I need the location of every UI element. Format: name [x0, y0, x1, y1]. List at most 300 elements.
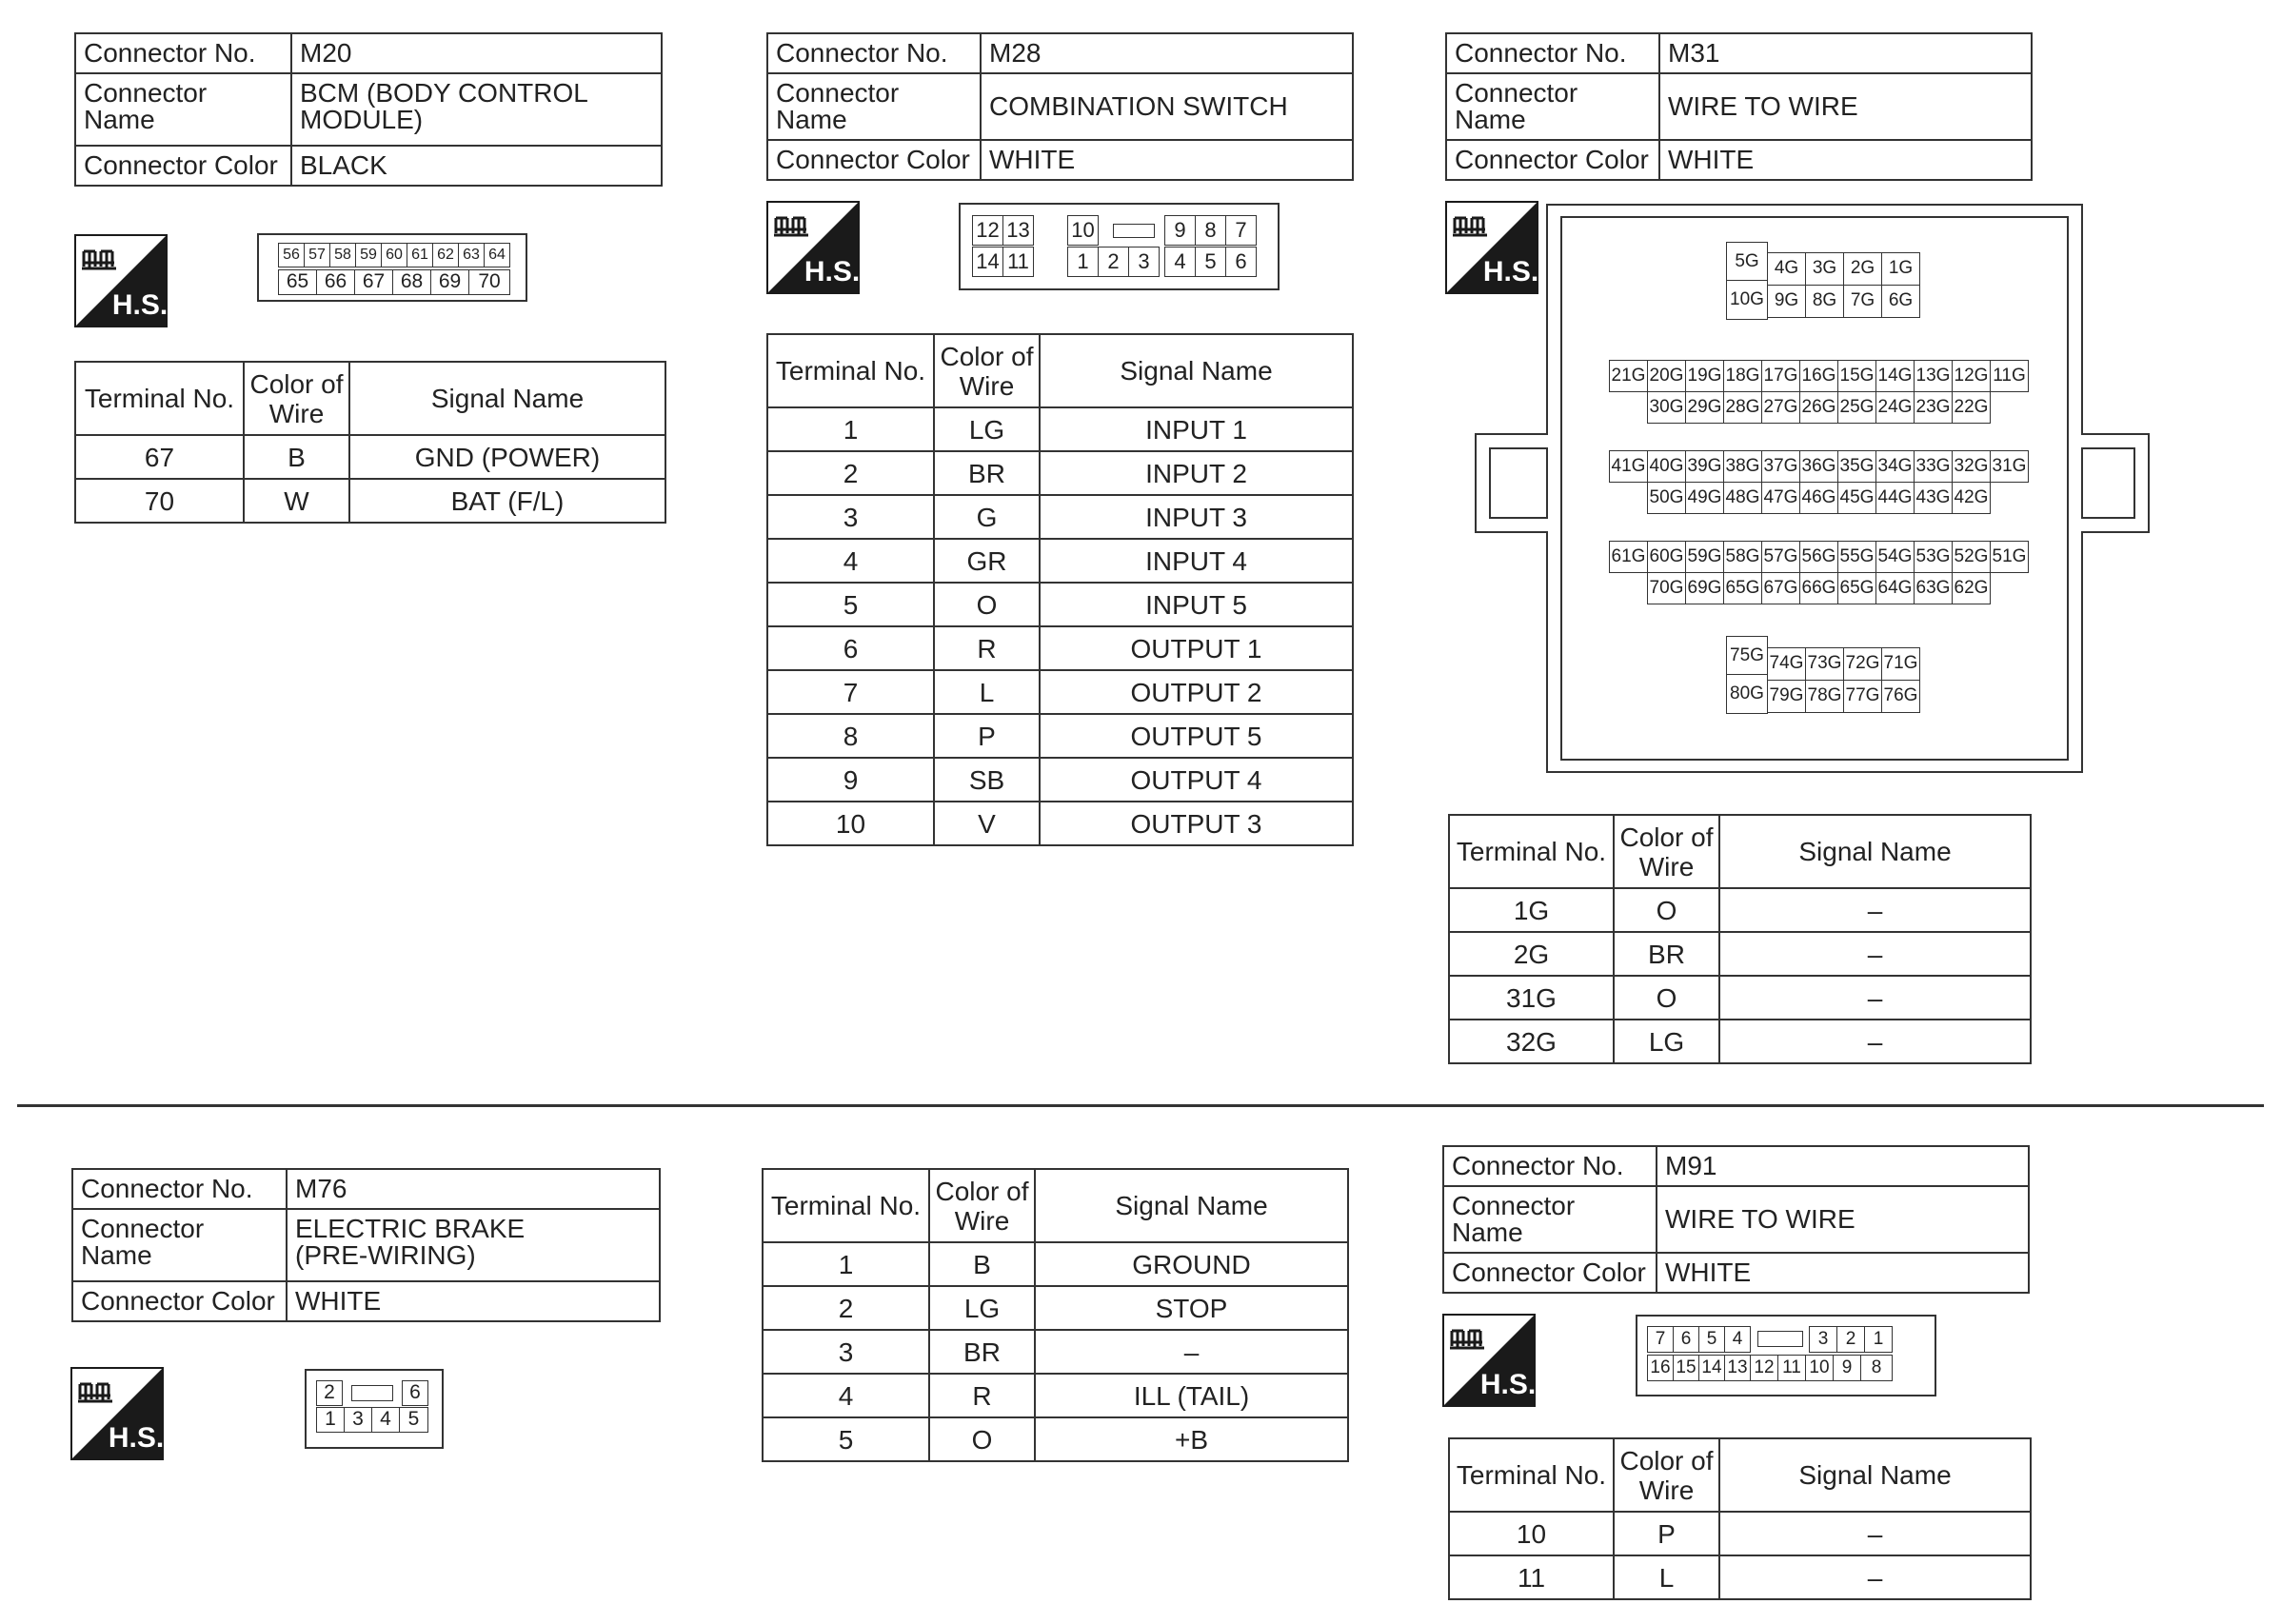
connector-color-row [767, 140, 1353, 180]
color-of-wire-header: Color of Wire [1614, 815, 1719, 888]
terminal-no: 2 [767, 451, 934, 495]
color-of-wire-header: Color of Wire [244, 362, 349, 435]
terminal-no: 32G [1449, 1020, 1614, 1063]
m31-pin: 50G [1647, 482, 1686, 514]
m31-pin: 25G [1837, 391, 1876, 424]
signal-name: BAT (F/L) [349, 479, 665, 523]
m20-pin: 70 [468, 269, 510, 295]
wire-color: L [1614, 1555, 1719, 1599]
m28-pin: 11 [1002, 247, 1034, 277]
terminal-no: 1 [767, 407, 934, 451]
m31-pin: 27G [1761, 391, 1800, 424]
wire-color: LG [934, 407, 1040, 451]
m91-pin: 11 [1777, 1355, 1806, 1381]
terminal-no: 7 [767, 670, 934, 714]
m28-pin: 3 [1128, 247, 1160, 277]
terminal-no: 6 [767, 626, 934, 670]
m76-harness-side-icon [70, 1367, 164, 1460]
wire-color: O [1614, 888, 1719, 932]
signal-name-header: Signal Name [349, 362, 665, 435]
hs-label: H.S. [1482, 256, 1538, 287]
connector-color-label: Connector Color [767, 140, 981, 180]
signal-name: INPUT 1 [1040, 407, 1353, 451]
m31-pin: 29G [1685, 391, 1724, 424]
signal-name: ILL (TAIL) [1035, 1374, 1348, 1417]
connector-name-row [1443, 1186, 2029, 1253]
m31-pin: 8G [1805, 285, 1844, 318]
m31-pin: 34G [1875, 450, 1915, 483]
m31-pin: 21G [1609, 360, 1648, 392]
signal-name: +B [1035, 1417, 1348, 1461]
signal-name: OUTPUT 4 [1040, 758, 1353, 802]
m31-pin: 77G [1843, 680, 1882, 713]
signal-name: OUTPUT 5 [1040, 714, 1353, 758]
m20-pin: 65 [278, 269, 317, 295]
terminal-no: 67 [75, 435, 244, 479]
terminal-no: 9 [767, 758, 934, 802]
m28-pin: 5 [1195, 247, 1226, 277]
m31-pin: 4G [1767, 252, 1806, 286]
wire-color: LG [1614, 1020, 1719, 1063]
m20-connector-info [74, 32, 663, 187]
wire-color: GR [934, 539, 1040, 583]
m20-pin: 61 [407, 243, 433, 267]
m31-pin: 35G [1837, 450, 1876, 483]
table-row [767, 583, 1353, 626]
m76-connector-color: WHITE [287, 1281, 660, 1321]
table-row [1449, 1555, 2031, 1599]
m28-pin: 9 [1164, 215, 1196, 246]
m28-pin: 10 [1067, 215, 1099, 246]
m91-connector-info [1442, 1145, 2030, 1294]
m31-pin: 42G [1952, 482, 1991, 514]
m31-pin: 70G [1647, 572, 1686, 604]
color-of-wire-header: Color of Wire [1614, 1438, 1719, 1512]
m28-pin: 14 [972, 247, 1003, 277]
m91-pin: 7 [1647, 1326, 1674, 1353]
m31-pin: 67G [1761, 572, 1800, 604]
m91-pin: 3 [1809, 1326, 1837, 1353]
m28-terminal-table [766, 333, 1354, 846]
signal-name: OUTPUT 3 [1040, 802, 1353, 845]
m31-pin: 12G [1952, 360, 1991, 392]
m31-pin: 22G [1952, 391, 1991, 424]
m31-pin: 54G [1875, 541, 1915, 573]
m91-pin: 6 [1673, 1326, 1699, 1353]
m28-pin: 1 [1067, 247, 1099, 277]
connector-no-row [1446, 33, 2032, 73]
m31-pin: 31G [1990, 450, 2029, 483]
m20-connector-face [257, 233, 527, 302]
hs-label: H.S. [111, 289, 168, 321]
m31-pin: 64G [1875, 572, 1915, 604]
m28-pin: 4 [1164, 247, 1196, 277]
table-row [1449, 1020, 2031, 1063]
m31-connector-color: WHITE [1659, 140, 2032, 180]
m31-pin: 65G [1723, 572, 1762, 604]
m91-connector-no: M91 [1657, 1146, 2029, 1186]
m31-pin: 58G [1723, 541, 1762, 573]
m31-pin: 57G [1761, 541, 1800, 573]
terminal-no: 5 [767, 583, 934, 626]
m28-harness-side-icon [766, 201, 860, 294]
m31-pin: 41G [1609, 450, 1648, 483]
color-of-wire-header: Color of Wire [929, 1169, 1035, 1242]
connector-name-label: Connector Name [1446, 73, 1659, 140]
signal-name: – [1719, 888, 2031, 932]
terminal-no-header: Terminal No. [763, 1169, 929, 1242]
m91-latch [1757, 1331, 1803, 1347]
table-row [763, 1286, 1348, 1330]
terminal-no: 4 [767, 539, 934, 583]
signal-name: STOP [1035, 1286, 1348, 1330]
m31-pin: 69G [1685, 572, 1724, 604]
terminal-header-row [1449, 1438, 2031, 1512]
m76-pin: 5 [399, 1407, 428, 1433]
connector-name-row [767, 73, 1353, 140]
wire-color: BR [1614, 932, 1719, 976]
connector-color-label: Connector Color [1446, 140, 1659, 180]
wire-color: V [934, 802, 1040, 845]
m31-pin: 44G [1875, 482, 1915, 514]
m31-pin: 28G [1723, 391, 1762, 424]
m31-pin: 51G [1990, 541, 2029, 573]
terminal-no-header: Terminal No. [1449, 1438, 1614, 1512]
wire-color: SB [934, 758, 1040, 802]
connector-color-label: Connector Color [72, 1281, 287, 1321]
m76-connector-face [305, 1369, 444, 1449]
table-row [767, 802, 1353, 845]
signal-name-header: Signal Name [1719, 1438, 2031, 1512]
signal-name: INPUT 5 [1040, 583, 1353, 626]
m31-pin: 62G [1952, 572, 1991, 604]
wire-color: BR [934, 451, 1040, 495]
m76-pin: 3 [344, 1407, 372, 1433]
connector-no-row [75, 33, 662, 73]
m91-pin: 2 [1836, 1326, 1865, 1353]
m91-pin: 9 [1833, 1355, 1861, 1381]
m31-pin: 26G [1799, 391, 1838, 424]
connector-no-row [1443, 1146, 2029, 1186]
m91-terminal-table [1448, 1437, 2032, 1600]
m31-pin: 16G [1799, 360, 1838, 392]
m20-pin: 63 [458, 243, 485, 267]
m31-pin: 75G [1726, 636, 1768, 676]
m31-pin: 1G [1881, 252, 1920, 286]
m20-pin: 60 [381, 243, 407, 267]
m91-connector-face [1636, 1315, 1936, 1396]
connector-color-label: Connector Color [1443, 1253, 1657, 1293]
m91-pin: 12 [1750, 1355, 1778, 1381]
m31-pin: 74G [1767, 647, 1806, 681]
signal-name: – [1719, 932, 2031, 976]
m31-pin: 23G [1914, 391, 1953, 424]
table-row [763, 1417, 1348, 1461]
m31-pin: 11G [1990, 360, 2029, 392]
m20-pin: 66 [316, 269, 355, 295]
m31-pin: 80G [1726, 674, 1768, 714]
m31-pin: 9G [1767, 285, 1806, 318]
connector-color-row [75, 146, 662, 186]
connector-name-label: Connector Name [1443, 1186, 1657, 1253]
m31-pin: 47G [1761, 482, 1800, 514]
signal-name: – [1719, 1512, 2031, 1555]
m91-pin: 1 [1864, 1326, 1893, 1353]
m91-pin: 10 [1805, 1355, 1834, 1381]
m31-pin: 48G [1723, 482, 1762, 514]
m20-pin: 58 [329, 243, 356, 267]
wire-color: L [934, 670, 1040, 714]
m31-pin: 39G [1685, 450, 1724, 483]
table-row [1449, 1512, 2031, 1555]
table-row [767, 407, 1353, 451]
signal-name: INPUT 2 [1040, 451, 1353, 495]
table-row [767, 626, 1353, 670]
table-row [763, 1330, 1348, 1374]
table-row [763, 1374, 1348, 1417]
m31-pin: 13G [1914, 360, 1953, 392]
m28-connector-no: M28 [981, 33, 1353, 73]
terminal-header-row [1449, 815, 2031, 888]
m31-pin: 18G [1723, 360, 1762, 392]
hs-label: H.S. [1479, 1369, 1536, 1400]
m31-pin: 14G [1875, 360, 1915, 392]
m76-connector-info [71, 1168, 661, 1322]
table-row [75, 435, 665, 479]
m31-pin: 59G [1685, 541, 1724, 573]
wire-color: P [1614, 1512, 1719, 1555]
terminal-no-header: Terminal No. [1449, 815, 1614, 888]
m31-pin: 17G [1761, 360, 1800, 392]
terminal-no-header: Terminal No. [767, 334, 934, 407]
m31-pin: 40G [1647, 450, 1686, 483]
signal-name: – [1719, 1555, 2031, 1599]
connector-name-label: Connector Name [72, 1209, 287, 1281]
connector-color-row [1443, 1253, 2029, 1293]
m31-pin: 6G [1881, 285, 1920, 318]
m20-pin: 67 [354, 269, 393, 295]
m31-pin: 52G [1952, 541, 1991, 573]
m20-pin: 57 [304, 243, 330, 267]
connector-no-row [767, 33, 1353, 73]
terminal-no: 1 [763, 1242, 929, 1286]
m91-pin: 5 [1698, 1326, 1725, 1353]
m91-pin: 14 [1698, 1355, 1725, 1381]
wire-color: R [934, 626, 1040, 670]
m31-pin: 79G [1767, 680, 1806, 713]
wire-color: R [929, 1374, 1035, 1417]
connector-no-label: Connector No. [72, 1169, 287, 1209]
m31-connector-name: WIRE TO WIRE [1659, 73, 2032, 140]
wire-color: O [934, 583, 1040, 626]
m76-connector-name: ELECTRIC BRAKE (PRE-WIRING) [287, 1209, 660, 1281]
wire-color: G [934, 495, 1040, 539]
m20-pin: 64 [484, 243, 510, 267]
table-row [1449, 932, 2031, 976]
table-row [1449, 888, 2031, 932]
m28-pin: 8 [1195, 215, 1226, 246]
m76-pin: 2 [316, 1380, 343, 1406]
wire-color: LG [929, 1286, 1035, 1330]
table-row [1449, 976, 2031, 1020]
wire-color: W [244, 479, 349, 523]
signal-name-header: Signal Name [1035, 1169, 1348, 1242]
m31-pin: 63G [1914, 572, 1953, 604]
connector-no-label: Connector No. [767, 33, 981, 73]
m31-terminal-table [1448, 814, 2032, 1064]
terminal-no: 8 [767, 714, 934, 758]
m31-pin: 37G [1761, 450, 1800, 483]
m28-latch [1113, 224, 1155, 238]
m76-pin: 6 [402, 1380, 428, 1406]
hs-label: H.S. [804, 256, 860, 287]
m31-pin: 15G [1837, 360, 1876, 392]
m76-terminal-table [762, 1168, 1349, 1462]
connector-name-row [75, 73, 662, 146]
m31-pin: 30G [1647, 391, 1686, 424]
signal-name: – [1719, 976, 2031, 1020]
m91-pin: 16 [1647, 1355, 1674, 1381]
connector-no-label: Connector No. [1443, 1146, 1657, 1186]
m20-pin: 62 [432, 243, 459, 267]
wire-color: O [929, 1417, 1035, 1461]
table-row [767, 714, 1353, 758]
m31-connector-face [1442, 204, 2150, 775]
m31-pin: 56G [1799, 541, 1838, 573]
m20-pin: 68 [392, 269, 431, 295]
wire-color: O [1614, 976, 1719, 1020]
m28-pin: 6 [1225, 247, 1257, 277]
connector-name-row [1446, 73, 2032, 140]
m91-pin: 8 [1860, 1355, 1893, 1381]
m91-pin: 4 [1724, 1326, 1751, 1353]
m31-pin: 32G [1952, 450, 1991, 483]
connector-no-label: Connector No. [75, 33, 291, 73]
m31-pin: 76G [1881, 680, 1920, 713]
connector-color-label: Connector Color [75, 146, 291, 186]
m28-connector-info [766, 32, 1354, 181]
terminal-header-row [767, 334, 1353, 407]
m31-pin: 3G [1805, 252, 1844, 286]
terminal-no-header: Terminal No. [75, 362, 244, 435]
table-row [767, 539, 1353, 583]
table-row [767, 495, 1353, 539]
m31-pin: 45G [1837, 482, 1876, 514]
hs-label: H.S. [108, 1422, 164, 1454]
m91-connector-color: WHITE [1657, 1253, 2029, 1293]
m31-pin: 65G [1837, 572, 1876, 604]
m31-pin: 46G [1799, 482, 1838, 514]
m31-pin: 66G [1799, 572, 1838, 604]
m31-pin: 72G [1843, 647, 1882, 681]
terminal-no: 2 [763, 1286, 929, 1330]
m20-connector-name: BCM (BODY CONTROL MODULE) [291, 73, 662, 146]
m31-pin: 7G [1843, 285, 1882, 318]
terminal-no: 10 [1449, 1512, 1614, 1555]
m31-pin: 73G [1805, 647, 1844, 681]
connector-color-row [1446, 140, 2032, 180]
table-row [767, 451, 1353, 495]
m31-pin: 38G [1723, 450, 1762, 483]
m91-harness-side-icon [1442, 1314, 1536, 1407]
signal-name: INPUT 4 [1040, 539, 1353, 583]
m76-pin: 1 [316, 1407, 345, 1433]
m20-connector-color: BLACK [291, 146, 662, 186]
signal-name: INPUT 3 [1040, 495, 1353, 539]
wire-color: B [929, 1242, 1035, 1286]
terminal-no: 1G [1449, 888, 1614, 932]
terminal-header-row [763, 1169, 1348, 1242]
connector-color-row [72, 1281, 660, 1321]
m31-pin: 19G [1685, 360, 1724, 392]
section-divider [17, 1104, 2264, 1107]
color-of-wire-header: Color of Wire [934, 334, 1040, 407]
m31-pin: 60G [1647, 541, 1686, 573]
terminal-no: 31G [1449, 976, 1614, 1020]
terminal-no: 5 [763, 1417, 929, 1461]
m76-pin: 4 [371, 1407, 400, 1433]
terminal-no: 3 [767, 495, 934, 539]
m31-pin: 53G [1914, 541, 1953, 573]
m31-connector-no: M31 [1659, 33, 2032, 73]
table-row [767, 758, 1353, 802]
wire-color: B [244, 435, 349, 479]
m31-pin: 20G [1647, 360, 1686, 392]
connector-name-row [72, 1209, 660, 1281]
m28-connector-color: WHITE [981, 140, 1353, 180]
m20-pin: 59 [355, 243, 382, 267]
connector-name-label: Connector Name [75, 73, 291, 146]
m20-pin: 56 [278, 243, 305, 267]
signal-name: – [1719, 1020, 2031, 1063]
m31-pin: 10G [1726, 280, 1768, 320]
m91-connector-name: WIRE TO WIRE [1657, 1186, 2029, 1253]
terminal-no: 70 [75, 479, 244, 523]
m76-latch [351, 1385, 393, 1401]
signal-name: GROUND [1035, 1242, 1348, 1286]
m31-connector-info [1445, 32, 2033, 181]
terminal-no: 11 [1449, 1555, 1614, 1599]
signal-name: OUTPUT 2 [1040, 670, 1353, 714]
m31-pin: 78G [1805, 680, 1844, 713]
m20-pin: 69 [430, 269, 469, 295]
m28-pin: 7 [1225, 215, 1257, 246]
connector-no-label: Connector No. [1446, 33, 1659, 73]
signal-name: – [1035, 1330, 1348, 1374]
m31-pin: 55G [1837, 541, 1876, 573]
m31-pin: 71G [1881, 647, 1920, 681]
m31-pin: 24G [1875, 391, 1915, 424]
m28-pin: 2 [1098, 247, 1129, 277]
connector-no-row [72, 1169, 660, 1209]
m28-connector-face [959, 203, 1280, 290]
signal-name-header: Signal Name [1719, 815, 2031, 888]
m31-pin: 43G [1914, 482, 1953, 514]
m28-connector-name: COMBINATION SWITCH [981, 73, 1353, 140]
terminal-no: 2G [1449, 932, 1614, 976]
m31-pin: 33G [1914, 450, 1953, 483]
m31-pin: 49G [1685, 482, 1724, 514]
wire-color: P [934, 714, 1040, 758]
terminal-no: 10 [767, 802, 934, 845]
m91-pin: 13 [1724, 1355, 1751, 1381]
m31-pin: 5G [1726, 242, 1768, 282]
terminal-no: 4 [763, 1374, 929, 1417]
connector-name-label: Connector Name [767, 73, 981, 140]
m28-pin: 12 [972, 215, 1003, 246]
m31-pin: 36G [1799, 450, 1838, 483]
table-row [763, 1242, 1348, 1286]
